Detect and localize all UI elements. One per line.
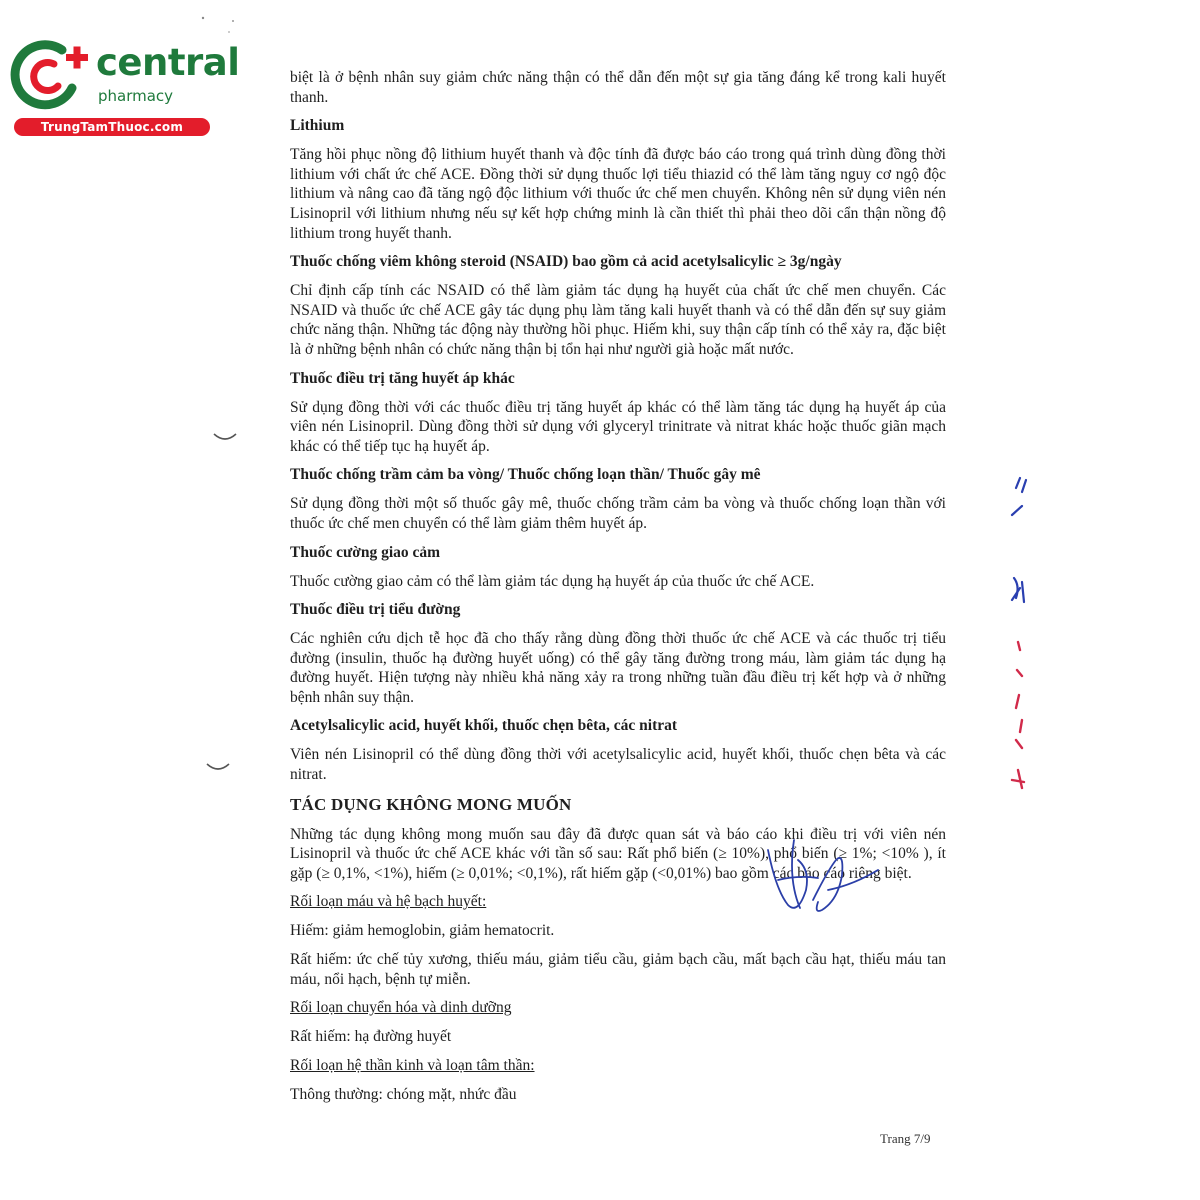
- metabolism-disorders-title: Rối loạn chuyển hóa và dinh dưỡng: [290, 999, 512, 1017]
- section-body-nsaid: Chỉ định cấp tính các NSAID có thể làm giảm tác dụng hạ huyết của chất ức chế men chuyển. Các NSAID và thuốc ức chế ACE gây tác dụng phụ làm tăng kali huyết thanh và có thể dẫn đến sự suy giảm chức năng thận. Những tác động này thường hồi phục. Hiếm khi, suy thận cấp tính có thể xảy ra, đặc biệt là ở những bệnh nhân có chức năng thận bị tổn hại như người già hoặc mất nước.: [290, 282, 946, 358]
- intro-paragraph: biệt là ở bệnh nhân suy giảm chức năng thận có thể dẫn đến một sự gia tăng đáng kể trong kali huyết thanh.: [290, 69, 946, 106]
- pharmacy-cross-icon: [10, 36, 90, 116]
- section-body-sympathomimetic: Thuốc cường giao cảm có thể làm giảm tác dụng hạ huyết áp của thuốc ức chế ACE.: [290, 572, 815, 590]
- document-page: [290, 68, 946, 1104]
- logo-subtitle: pharmacy: [98, 87, 174, 105]
- blood-disorders-rare: Hiếm: giảm hemoglobin, giảm hematocrit.: [290, 922, 555, 940]
- blood-disorders-very-rare: Rất hiếm: ức chế tủy xương, thiếu máu, giảm tiểu cầu, giảm bạch cầu, mất bạch cầu hạt, thiếu máu tan máu, nổi hạch, bệnh tự miễn.: [290, 951, 946, 988]
- section-heading-acetylsalicylic: Acetylsalicylic acid, huyết khối, thuốc chẹn bêta, các nitrat: [290, 717, 678, 735]
- section-body-antihypertensive: Sử dụng đồng thời với các thuốc điều trị tăng huyết áp khác có thể làm tăng tác dụng hạ huyết áp của viên nén Lisinopril. Dùng đồng thời sử dụng với glyceryl trinitrate và nitrat khác hoặc thuốc giãn mạch khác có thể tiếp tục hạ huyết áp.: [290, 398, 946, 455]
- page-number: Trang 7/9: [880, 1131, 931, 1146]
- section-body-acetylsalicylic: Viên nén Lisinopril có thể dùng đồng thời với acetylsalicylic acid, huyết khối, thuốc chẹn bêta và các nitrat.: [290, 746, 946, 784]
- section-heading-antidepressant: Thuốc chống trầm cảm ba vòng/ Thuốc chống loạn thần/ Thuốc gây mê: [290, 466, 761, 484]
- logo-website[interactable]: TrungTamThuoc.com: [14, 118, 210, 136]
- logo-brand-name: central: [96, 41, 240, 84]
- section-heading-antidiabetic: Thuốc điều trị tiểu đường: [290, 601, 461, 619]
- scan-specks: [195, 12, 245, 37]
- section-heading-lithium: Lithium: [290, 117, 345, 135]
- handwritten-signature: [758, 830, 888, 925]
- section-heading-nsaid: Thuốc chống viêm không steroid (NSAID) bao gồm cả acid acetylsalicylic ≥ 3g/ngày: [290, 253, 842, 271]
- section-heading-sympathomimetic: Thuốc cường giao cảm: [290, 543, 441, 561]
- punch-hole-mark: [205, 762, 231, 774]
- section-body-antidiabetic: Các nghiên cứu dịch tễ học đã cho thấy rằng dùng đồng thời thuốc ức chế ACE và các thuốc trị tiểu đường (insulin, thuốc hạ đường huyết uống) có thể gây tăng đường trong máu, làm giảm tác dụng hạ đường huyết. Hiện tượng này nhiều khả năng xảy ra trong những tuần đầu điều trị kết hợp và ở những bệnh nhân suy thận.: [290, 630, 946, 706]
- adverse-effects-intro: Những tác dụng không mong muốn sau đây đã được quan sát và báo cáo khi điều trị với viên nén Lisinopril và thuốc ức chế ACE khác với tần số sau: Rất phổ biến (≥ 10%), phổ biến (≥ 1%; <10% ), ít gặp (≥ 0,1%, <1%), hiếm (≥ 0,01%; <0,1%), rất hiếm gặp (<0,01%) bao gồm các báo cáo riêng biệt.: [290, 825, 946, 882]
- section-body-antidepressant: Sử dụng đồng thời một số thuốc gây mê, thuốc chống trầm cảm ba vòng và thuốc chống loạn thần với thuốc ức chế men chuyển có thể làm giảm thêm huyết áp.: [290, 495, 946, 532]
- section-heading-antihypertensive: Thuốc điều trị tăng huyết áp khác: [290, 369, 515, 387]
- central-pharmacy-logo[interactable]: [10, 36, 240, 136]
- blood-disorders-title: Rối loạn máu và hệ bạch huyết:: [290, 893, 487, 911]
- adverse-effects-title: TÁC DỤNG KHÔNG MONG MUỐN: [290, 794, 572, 814]
- metabolism-disorders-very-rare: Rất hiếm: hạ đường huyết: [290, 1028, 452, 1046]
- nervous-disorders-common: Thông thường: chóng mặt, nhức đầu: [290, 1085, 517, 1103]
- margin-stamp-marks: [1004, 470, 1044, 810]
- nervous-disorders-title: Rối loạn hệ thần kinh và loạn tâm thần:: [290, 1056, 535, 1074]
- section-body-lithium: Tăng hồi phục nồng độ lithium huyết thanh và độc tính đã được báo cáo trong quá trình dùng đồng thời lithium với chất ức chế ACE. Đồng thời sử dụng thuốc lợi tiểu thiazid có thể làm tăng nguy cơ ngộ độc lithium và nâng cao đã tăng ngộ độc lithium với thuốc ức chế men chuyển. Không nên sử dụng viên nén Lisinopril với lithium nhưng nếu sự kết hợp chứng minh là cần thiết thì phải theo dõi cẩn thận nồng độ lithium trong huyết thanh.: [290, 146, 946, 242]
- punch-hole-mark: [212, 432, 238, 444]
